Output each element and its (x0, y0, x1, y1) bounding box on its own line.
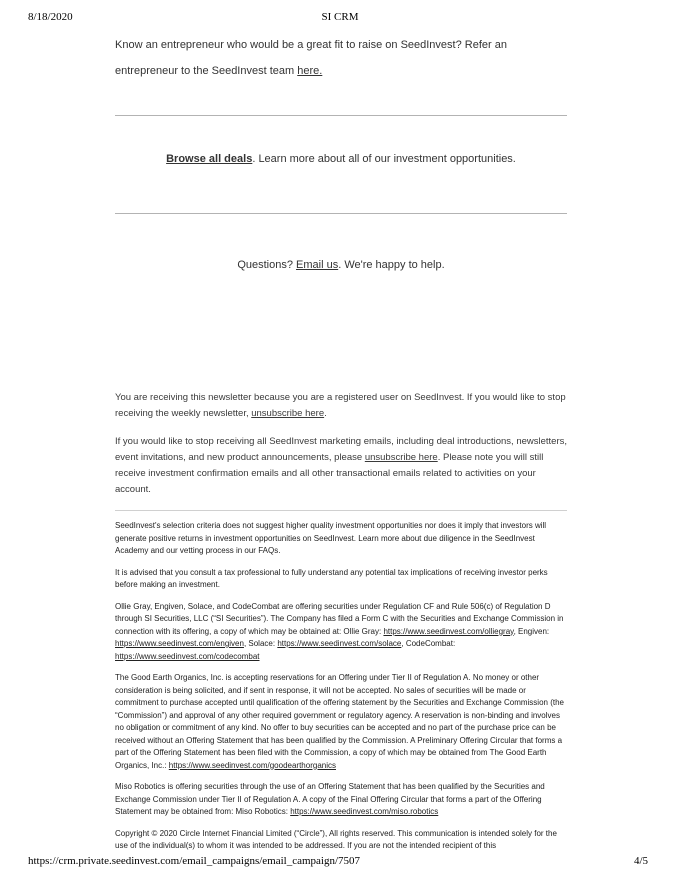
text-run: Know an entrepreneur who would be a great fit to raise on SeedInvest? Refer an entrepreneur to the SeedInvest team (115, 39, 507, 77)
text-run: The Good Earth Organics, Inc. is accepting reservations for an Offering under Tier II of Regulation A. No money or other consideration is being solicited, and if sent in response, it will not be accepted. No sales of securities will be made or commitment to purchase accepted until qualification of the offering statement by the Securities and Exchange Commission (the “Commission”) and approval of any other required government or regulatory agency. A reservation is non-binding and involves no obligation or commitment of any kind. No offer to buy securities can be accepted and no part of the purchase price can be received without an Offering Statement that has been qualified by the Commission. A Preliminary Offering Circular that forms a part of the Offering Statement has been filed with the Commission, a copy of which may be obtained from The Good Earth Organics, Inc.: (115, 673, 564, 770)
engiven-link[interactable]: https://www.seedinvest.com/engiven (115, 639, 244, 648)
codecombat-link[interactable]: https://www.seedinvest.com/codecombat (115, 651, 260, 661)
text-run: Ollie Gray, Engiven, Solace, and CodeCombat are offering securities under Regulation CF and Rule 506(c) of Regulation D through SI Securities, LLC (“SI Securities”). The Company has filed a Form C with the Securities and Exchange Commission in connection with its offering, a copy of which may be obtained at: Ollie Gray: (115, 601, 564, 636)
newsletter-unsubscribe-paragraph (115, 390, 567, 422)
print-footer (28, 853, 652, 867)
disclaimer-miso-robotics (115, 781, 567, 819)
unsubscribe-marketing-link[interactable]: unsubscribe here (364, 452, 438, 463)
text-run: . Please note you will still receive investment confirmation emails and all other transactional emails related to activities on your account. (115, 452, 544, 495)
print-header (28, 11, 652, 25)
print-date: 8/18/2020 (28, 11, 73, 23)
refer-link[interactable]: here. (297, 65, 323, 77)
unsubscribe-newsletter-link[interactable]: unsubscribe here (251, 408, 325, 419)
text-run: Copyright © 2020 Circle Internet Financial Limited (“Circle”), All rights reserved. This communication is intended solely for the use of the individual(s) to whom it was intended to be addressed. If you are not the intended recipient of this (115, 828, 557, 850)
footer-page-number: 4/5 (633, 855, 648, 867)
disclaimer-good-earth-organics (115, 672, 567, 772)
miso-robotics-link[interactable]: https://www.seedinvest.com/miso.robotics (290, 807, 439, 816)
disclaimer-reg-cf-offerings (115, 601, 567, 664)
disclaimer-tax-advice (115, 567, 567, 592)
print-title: SI CRM (321, 11, 359, 23)
text-run: It is advised that you consult a tax professional to fully understand any potential tax implications of receiving investor perks before making an investment. (115, 567, 548, 589)
goodearthorganics-link[interactable]: https://www.seedinvest.com/goodearthorganics (168, 760, 336, 770)
text-run: . We're happy to help. (338, 259, 445, 271)
text-run: SeedInvest's selection criteria does not suggest higher quality investment opportunities nor does it imply that investors will generate positive returns in investment opportunities on SeedInvest. Learn more about due diligence in the SeedInvest Academy and our vetting process in our FAQs. (115, 521, 547, 555)
fine-print-divider (115, 510, 567, 511)
text-run: . Learn more about all of our investment opportunities. (252, 153, 516, 165)
text-run: . (324, 408, 327, 419)
refer-paragraph (115, 32, 567, 84)
disclaimer-copyright (115, 828, 567, 853)
browse-deals-line (115, 150, 567, 168)
text-run: Questions? (237, 259, 297, 271)
browse-all-deals-link[interactable]: Browse all deals (166, 153, 253, 165)
text-run: You are receiving this newsletter because you are a registered user on SeedInvest. If you would like to stop receiving the weekly newsletter, (115, 392, 566, 419)
footer-url: https://crm.private.seedinvest.com/email_campaigns/email_campaign/7507 (28, 855, 361, 867)
text-run: , Engiven: (513, 626, 550, 636)
text-run: Miso Robotics is offering securities through the use of an Offering Statement that has been qualified by the Securities and Exchange Commission under Tier II of Regulation A. A copy of the Final Offering Circular that forms a part of the Offering Statement may be obtained from: Miso Robotics: (115, 782, 545, 816)
text-run: If you would like to stop receiving all SeedInvest marketing emails, including deal introductions, newsletters, event invitations, and new product announcements, please (115, 436, 568, 463)
marketing-unsubscribe-paragraph (115, 434, 567, 498)
olliegray-link[interactable]: https://www.seedinvest.com/olliegray (383, 626, 514, 636)
solace-link[interactable]: https://www.seedinvest.com/solace (277, 639, 402, 648)
disclaimer-selection-criteria (115, 520, 567, 558)
text-run: , Solace: (243, 639, 278, 648)
separator-bottom (115, 213, 567, 214)
questions-line (115, 256, 567, 274)
email-body (115, 32, 567, 853)
separator-top (115, 115, 567, 116)
email-us-link[interactable]: Email us (296, 259, 339, 271)
text-run: , CodeCombat: (401, 639, 456, 648)
